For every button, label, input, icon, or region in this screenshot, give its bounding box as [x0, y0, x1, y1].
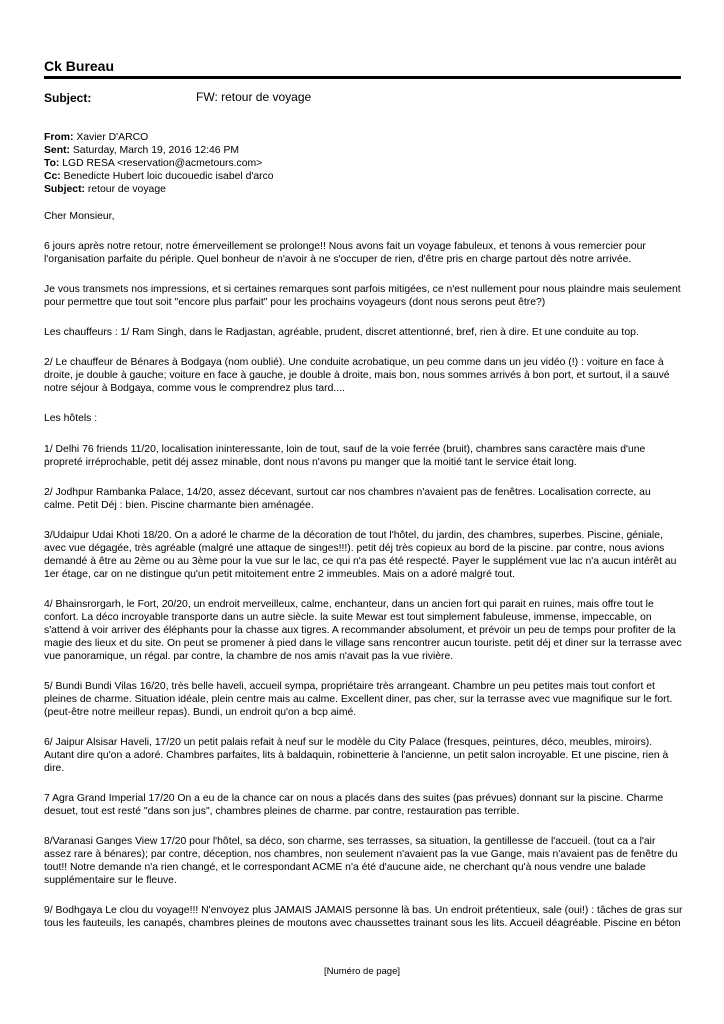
from-value: Xavier D'ARCO [76, 132, 149, 143]
paragraph: 1/ Delhi 76 friends 11/20, localisation ininteressante, loin de tout, sauf de la voie ferrée (bruit), chambres sans caractère mais d'une propreté irréprochable, petit déj assez minable, dont nous n'avons pu manger que la moitié tant le service était long. [44, 444, 646, 468]
sent-label: Sent: [44, 145, 70, 156]
paragraph: 8/Varanasi Ganges View 17/20 pour l'hôtel, sa déco, son charme, ses terrasses, sa situation, la gentillesse de l'accueil. (tout ca a l'air assez rare à bénares); par contre, déception, nos chambres, non seulement n'avaient pas la vue Gange, mais n'avaient pas de fenêtre du tout!! Notre demande n'a rien changé, et le correspondant ACME n'a été d'aucune aide, ne cherchant qu'à nous vendre une balade supplémentaire sur le fleuve. [44, 836, 678, 886]
email-body [44, 131, 684, 930]
to-label: To: [44, 158, 60, 169]
subject-label: Subject: [44, 91, 92, 105]
paragraph: 2/ Jodhpur Rambanka Palace, 14/20, assez décevant, surtout car nos chambres n'avaient pas de fenêtres. Localisation correcte, au calme. Petit Déj : bien. Piscine charmante bien aménagée. [44, 487, 651, 511]
paragraph: 6 jours après notre retour, notre émerveillement se prolonge!! Nous avons fait un voyage fabuleux, et tenons à vous remercier pour l'organisation parfaite du périple. Quel bonheur de n'avoir à ne s'occuper de rien, d'être pris en charge partout dès notre arrivée. [44, 241, 646, 265]
from-label: From: [44, 132, 74, 143]
email-subject-value: retour de voyage [87, 184, 166, 195]
paragraph: 2/ Le chauffeur de Bénares à Bodgaya (nom oublié). Une conduite acrobatique, un peu comme dans un jeu vidéo (!) : voiture en face à droite, je double à gauche; voiture en face à gauche, je double à droite, mais bon, nous sommes arrivés à bon port, et surtout, il a sauvé notre séjour à Bodgaya, comme vous le comprendrez plus tard.... [44, 357, 670, 394]
paragraph: 5/ Bundi Bundi Vilas 16/20, très belle haveli, accueil sympa, propriétaire très arrangeant. Chambre un peu petites mais tout confort et pleines de charme. Situation idéale, plein centre mais au calme. Excellent diner, pas cher, sur la terrasse avec vue magnifique sur le fort. (peut-être notre meilleur repas). Bundi, un endroit qu'on a bcp aimé. [44, 681, 673, 718]
cc-value: Benedicte Hubert loic ducouedic isabel d'arco [63, 171, 274, 182]
section-heading-hotels: Les hôtels : [44, 413, 98, 424]
greeting: Cher Monsieur, [44, 211, 115, 222]
paragraph: 7 Agra Grand Imperial 17/20 On a eu de la chance car on nous a placés dans des suites (pas prévues) donnant sur la piscine. Charme desuet, tout est resté "dans son jus", chambres pleines de charme. par contre, restauration pas terrible. [44, 793, 664, 817]
cc-label: Cc: [44, 171, 61, 182]
subject-value: FW: retour de voyage [196, 90, 312, 104]
page-title: Ck Bureau [44, 58, 115, 74]
page-number-footer: [Numéro de page] [323, 966, 401, 977]
cc-line [44, 170, 684, 183]
paragraph: 3/Udaipur Udai Khoti 18/20. On a adoré le charme de la décoration de tout l'hôtel, du jardin, des chambres, superbes. Piscine, géniale, avec vue dégagée, très agréable (malgré une attaque de singes!!!). petit déj très copieux au bord de la piscine. par contre, nous avions demandé à être au 2ème ou au 3ème pour la vue sur le lac, ce qui n'a pas été respecté. Payer le supplément vue lac n'a aucun intérêt au 1er étage, car on ne distingue qu'un petit mitoitement entre 2 immeubles. Mais on a adoré malgré tout. [44, 530, 677, 580]
paragraph: 4/ Bhainsrorgarh, le Fort, 20/20, un endroit merveilleux, calme, enchanteur, dans un ancien fort qui parait en ruines, mais offre tout le confort. La déco incroyable transporte dans un autre siècle. la suite Mewar est tout simplement fabuleuse, immense, impeccable, on s'attend à voir arriver des éléphants pour la chasse aux tigres. A recommander absolument, et prévoir un peu de temps pour profiter de la magie des lieux et du site. On peut se promener à pied dans le village sans rencontrer aucun touriste. petit déj et diner sur la terrasse avec vue panoramique, un régal. par contre, la chambre de nos amis n'avait pas la vue rivière. [44, 599, 682, 662]
paragraph: 9/ Bodhgaya Le clou du voyage!!! N'envoyez plus JAMAIS JAMAIS personne là bas. Un endroit prétentieux, sale (oui!) : tâches de gras sur tous les fauteuils, les canapés, chambres pleines de moutons avec chaussettes trainant sous les lits. Accueil déagréable. Piscine en béton [44, 905, 683, 929]
paragraph: Les chauffeurs : 1/ Ram Singh, dans le Radjastan, agréable, prudent, discret attentionné, bref, rien à dire. Et une conduite au top. [44, 327, 639, 338]
to-line [44, 157, 684, 170]
header-divider [44, 76, 681, 79]
email-subject-label: Subject: [44, 184, 85, 195]
sent-value: Saturday, March 19, 2016 12:46 PM [72, 145, 240, 156]
paragraph: Je vous transmets nos impressions, et si certaines remarques sont parfois mitigées, ce n'est nullement pour nous plaindre mais seulement pour permettre que tout soit "encore plus parfait" pour les prochains voyageurs (dont nous serons peut être?) [44, 284, 681, 308]
from-line [44, 131, 684, 144]
paragraph: 6/ Jaipur Alsisar Haveli, 17/20 un petit palais refait à neuf sur le modèle du City Palace (fresques, peintures, déco, meubles, miroirs). Autant dire qu'on a adoré. Chambres parfaites, lits à baldaquin, robinetterie à l'ancienne, un petit salon incroyable. Et une piscine, rien à dire. [44, 737, 669, 774]
sent-line [44, 144, 684, 157]
email-subject-line [44, 183, 684, 196]
to-value: LGD RESA <reservation@acmetours.com> [62, 158, 263, 169]
